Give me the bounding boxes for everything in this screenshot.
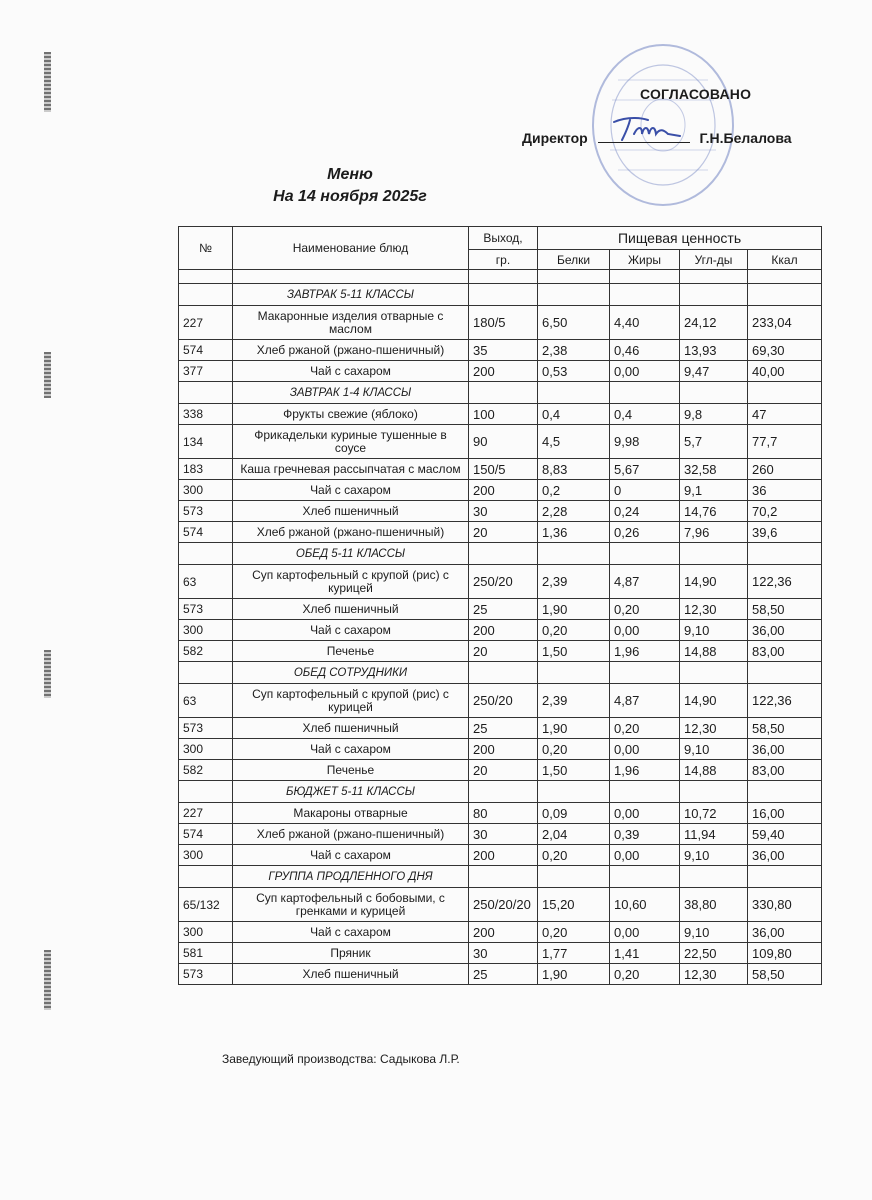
section-title: ЗАВТРАК 5-11 КЛАССЫ: [233, 284, 469, 306]
dish-name: Макароны отварные: [233, 803, 469, 824]
dish-name: Хлеб пшеничный: [233, 964, 469, 985]
dish-fat: 5,67: [610, 459, 680, 480]
dish-name: Печенье: [233, 641, 469, 662]
dish-protein: 1,90: [538, 964, 610, 985]
dish-output: 20: [469, 641, 538, 662]
dish-fat: 0,00: [610, 922, 680, 943]
dish-output: 200: [469, 480, 538, 501]
dish-name: Пряник: [233, 943, 469, 964]
header-kcal: Ккал: [748, 250, 822, 270]
dish-protein: 0,2: [538, 480, 610, 501]
dish-kcal: 83,00: [748, 641, 822, 662]
spacer-cell: [680, 270, 748, 284]
dish-row: [179, 922, 822, 943]
dish-fat: 0,00: [610, 739, 680, 760]
dish-row: [179, 684, 822, 718]
dish-number: 377: [179, 361, 233, 382]
dish-protein: 0,20: [538, 922, 610, 943]
dish-carbs: 24,12: [680, 306, 748, 340]
dish-output: 200: [469, 620, 538, 641]
dish-output: 100: [469, 404, 538, 425]
header-dish-name: Наименование блюд: [233, 227, 469, 270]
empty-cell: [538, 781, 610, 803]
dish-protein: 8,83: [538, 459, 610, 480]
dish-carbs: 9,8: [680, 404, 748, 425]
dish-number: 573: [179, 501, 233, 522]
dish-name: Хлеб ржаной (ржано-пшеничный): [233, 824, 469, 845]
dish-protein: 0,53: [538, 361, 610, 382]
dish-carbs: 9,10: [680, 845, 748, 866]
dish-carbs: 12,30: [680, 718, 748, 739]
dish-output: 30: [469, 824, 538, 845]
dish-protein: 1,36: [538, 522, 610, 543]
dish-name: Суп картофельный с крупой (рис) с курицей: [233, 565, 469, 599]
dish-kcal: 77,7: [748, 425, 822, 459]
empty-cell: [179, 284, 233, 306]
dish-row: [179, 425, 822, 459]
dish-number: 65/132: [179, 888, 233, 922]
dish-row: [179, 361, 822, 382]
empty-cell: [748, 284, 822, 306]
dish-protein: 6,50: [538, 306, 610, 340]
dish-name: Каша гречневая рассыпчатая с маслом: [233, 459, 469, 480]
dish-fat: 0,39: [610, 824, 680, 845]
dish-kcal: 39,6: [748, 522, 822, 543]
dish-name: Хлеб пшеничный: [233, 718, 469, 739]
empty-cell: [469, 382, 538, 404]
dish-kcal: 16,00: [748, 803, 822, 824]
dish-kcal: 70,2: [748, 501, 822, 522]
dish-protein: 0,20: [538, 845, 610, 866]
header-fat: Жиры: [610, 250, 680, 270]
dish-output: 20: [469, 760, 538, 781]
dish-kcal: 69,30: [748, 340, 822, 361]
dish-kcal: 36: [748, 480, 822, 501]
dish-number: 582: [179, 641, 233, 662]
dish-output: 25: [469, 599, 538, 620]
dish-fat: 0,20: [610, 718, 680, 739]
dish-number: 573: [179, 718, 233, 739]
dish-output: 200: [469, 739, 538, 760]
dish-row: [179, 340, 822, 361]
menu-title: Меню: [327, 166, 373, 183]
dish-number: 63: [179, 684, 233, 718]
dish-output: 250/20: [469, 684, 538, 718]
dish-name: Хлеб ржаной (ржано-пшеничный): [233, 340, 469, 361]
dish-name: Чай с сахаром: [233, 620, 469, 641]
dish-carbs: 22,50: [680, 943, 748, 964]
spacer-cell: [748, 270, 822, 284]
empty-cell: [179, 543, 233, 565]
empty-cell: [680, 662, 748, 684]
empty-cell: [610, 543, 680, 565]
empty-cell: [179, 781, 233, 803]
dish-number: 300: [179, 845, 233, 866]
empty-cell: [610, 781, 680, 803]
empty-cell: [538, 866, 610, 888]
empty-cell: [538, 543, 610, 565]
dish-output: 200: [469, 922, 538, 943]
dish-fat: 0,00: [610, 845, 680, 866]
dish-kcal: 83,00: [748, 760, 822, 781]
dish-number: 581: [179, 943, 233, 964]
dish-fat: 0,26: [610, 522, 680, 543]
dish-row: [179, 459, 822, 480]
dish-output: 25: [469, 718, 538, 739]
scan-edge-mark: [44, 52, 51, 112]
empty-cell: [610, 866, 680, 888]
empty-cell: [469, 662, 538, 684]
section-row: [179, 382, 822, 404]
dish-row: [179, 760, 822, 781]
dish-name: Чай с сахаром: [233, 845, 469, 866]
dish-number: 574: [179, 522, 233, 543]
dish-protein: 2,39: [538, 565, 610, 599]
dish-kcal: 58,50: [748, 599, 822, 620]
dish-kcal: 330,80: [748, 888, 822, 922]
section-row: [179, 781, 822, 803]
dish-carbs: 9,10: [680, 922, 748, 943]
empty-cell: [179, 866, 233, 888]
dish-carbs: 14,88: [680, 641, 748, 662]
dish-carbs: 14,76: [680, 501, 748, 522]
dish-carbs: 10,72: [680, 803, 748, 824]
dish-fat: 1,96: [610, 760, 680, 781]
dish-protein: 0,4: [538, 404, 610, 425]
dish-carbs: 7,96: [680, 522, 748, 543]
dish-carbs: 32,58: [680, 459, 748, 480]
dish-number: 582: [179, 760, 233, 781]
dish-kcal: 58,50: [748, 718, 822, 739]
dish-row: [179, 599, 822, 620]
dish-fat: 0,24: [610, 501, 680, 522]
dish-fat: 10,60: [610, 888, 680, 922]
dish-protein: 1,90: [538, 718, 610, 739]
dish-kcal: 122,36: [748, 565, 822, 599]
dish-output: 20: [469, 522, 538, 543]
dish-number: 300: [179, 620, 233, 641]
dish-row: [179, 803, 822, 824]
section-title: ОБЕД СОТРУДНИКИ: [233, 662, 469, 684]
dish-carbs: 12,30: [680, 599, 748, 620]
section-row: [179, 662, 822, 684]
header-output: Выход,: [469, 227, 538, 250]
dish-output: 200: [469, 361, 538, 382]
dish-kcal: 36,00: [748, 845, 822, 866]
dish-kcal: 36,00: [748, 922, 822, 943]
dish-kcal: 47: [748, 404, 822, 425]
dish-number: 300: [179, 739, 233, 760]
dish-carbs: 9,47: [680, 361, 748, 382]
section-row: [179, 284, 822, 306]
dish-fat: 1,96: [610, 641, 680, 662]
dish-number: 300: [179, 922, 233, 943]
dish-carbs: 14,90: [680, 565, 748, 599]
dish-carbs: 38,80: [680, 888, 748, 922]
dish-name: Макаронные изделия отварные с маслом: [233, 306, 469, 340]
dish-fat: 1,41: [610, 943, 680, 964]
dish-protein: 2,28: [538, 501, 610, 522]
dish-name: Чай с сахаром: [233, 739, 469, 760]
dish-number: 574: [179, 824, 233, 845]
dish-row: [179, 824, 822, 845]
dish-output: 80: [469, 803, 538, 824]
empty-cell: [680, 284, 748, 306]
dish-row: [179, 845, 822, 866]
dish-number: 134: [179, 425, 233, 459]
empty-cell: [610, 284, 680, 306]
empty-cell: [748, 662, 822, 684]
dish-output: 35: [469, 340, 538, 361]
section-title: ЗАВТРАК 1-4 КЛАССЫ: [233, 382, 469, 404]
dish-name: Чай с сахаром: [233, 480, 469, 501]
dish-number: 338: [179, 404, 233, 425]
menu-table-body: [179, 284, 822, 985]
approval-title: СОГЛАСОВАНО: [640, 86, 752, 102]
dish-fat: 0,20: [610, 599, 680, 620]
dish-row: [179, 306, 822, 340]
dish-carbs: 13,93: [680, 340, 748, 361]
dish-kcal: 36,00: [748, 620, 822, 641]
dish-row: [179, 565, 822, 599]
dish-row: [179, 888, 822, 922]
empty-cell: [610, 662, 680, 684]
production-manager-note: Заведующий производства: Садыкова Л.Р.: [222, 1052, 460, 1066]
dish-carbs: 9,1: [680, 480, 748, 501]
dish-name: Чай с сахаром: [233, 922, 469, 943]
spacer-cell: [610, 270, 680, 284]
dish-output: 150/5: [469, 459, 538, 480]
header-carbs: Угл-ды: [680, 250, 748, 270]
dish-kcal: 233,04: [748, 306, 822, 340]
dish-output: 90: [469, 425, 538, 459]
dish-fat: 0,46: [610, 340, 680, 361]
dish-fat: 0,00: [610, 361, 680, 382]
dish-name: Фрикадельки куриные тушенные в соусе: [233, 425, 469, 459]
dish-carbs: 14,88: [680, 760, 748, 781]
empty-cell: [748, 781, 822, 803]
dish-fat: 0,00: [610, 620, 680, 641]
dish-protein: 1,50: [538, 760, 610, 781]
header-protein: Белки: [538, 250, 610, 270]
dish-name: Чай с сахаром: [233, 361, 469, 382]
dish-row: [179, 522, 822, 543]
dish-name: Хлеб пшеничный: [233, 599, 469, 620]
dish-protein: 0,09: [538, 803, 610, 824]
dish-number: 574: [179, 340, 233, 361]
dish-output: 25: [469, 964, 538, 985]
dish-kcal: 122,36: [748, 684, 822, 718]
empty-cell: [680, 543, 748, 565]
dish-fat: 0: [610, 480, 680, 501]
empty-cell: [538, 662, 610, 684]
dish-number: 573: [179, 964, 233, 985]
handwritten-signature: [608, 112, 688, 146]
dish-carbs: 11,94: [680, 824, 748, 845]
spacer-cell: [469, 270, 538, 284]
section-title: ОБЕД 5-11 КЛАССЫ: [233, 543, 469, 565]
dish-number: 183: [179, 459, 233, 480]
header-output-unit: гр.: [469, 250, 538, 270]
dish-row: [179, 943, 822, 964]
dish-output: 180/5: [469, 306, 538, 340]
header-number: №: [179, 227, 233, 270]
dish-protein: 2,38: [538, 340, 610, 361]
empty-cell: [748, 382, 822, 404]
scan-edge-mark: [44, 352, 51, 398]
dish-fat: 4,40: [610, 306, 680, 340]
empty-cell: [469, 866, 538, 888]
section-row: [179, 543, 822, 565]
dish-fat: 4,87: [610, 684, 680, 718]
dish-carbs: 9,10: [680, 620, 748, 641]
dish-name: Фрукты свежие (яблоко): [233, 404, 469, 425]
empty-cell: [538, 284, 610, 306]
dish-fat: 0,4: [610, 404, 680, 425]
empty-cell: [469, 284, 538, 306]
dish-row: [179, 964, 822, 985]
dish-row: [179, 480, 822, 501]
dish-carbs: 14,90: [680, 684, 748, 718]
section-row: [179, 866, 822, 888]
menu-table: [178, 226, 822, 985]
dish-kcal: 58,50: [748, 964, 822, 985]
dish-number: 573: [179, 599, 233, 620]
dish-carbs: 5,7: [680, 425, 748, 459]
menu-date: На 14 ноября 2025г: [273, 188, 427, 205]
dish-kcal: 109,80: [748, 943, 822, 964]
dish-kcal: 260: [748, 459, 822, 480]
spacer-cell: [179, 270, 233, 284]
empty-cell: [469, 781, 538, 803]
empty-cell: [610, 382, 680, 404]
dish-name: Печенье: [233, 760, 469, 781]
dish-protein: 0,20: [538, 739, 610, 760]
dish-fat: 0,00: [610, 803, 680, 824]
header-nutrition: Пищевая ценность: [538, 227, 822, 250]
dish-protein: 2,04: [538, 824, 610, 845]
empty-cell: [680, 866, 748, 888]
dish-output: 250/20/20: [469, 888, 538, 922]
empty-cell: [680, 382, 748, 404]
scan-edge-mark: [44, 650, 51, 698]
dish-output: 200: [469, 845, 538, 866]
dish-protein: 4,5: [538, 425, 610, 459]
dish-number: 227: [179, 803, 233, 824]
empty-cell: [680, 781, 748, 803]
dish-number: 300: [179, 480, 233, 501]
dish-protein: 2,39: [538, 684, 610, 718]
dish-name: Суп картофельный с бобовыми, с гренками и курицей: [233, 888, 469, 922]
dish-row: [179, 501, 822, 522]
director-label: Директор: [522, 130, 588, 146]
dish-protein: 15,20: [538, 888, 610, 922]
empty-cell: [179, 382, 233, 404]
empty-cell: [538, 382, 610, 404]
dish-output: 30: [469, 501, 538, 522]
dish-number: 227: [179, 306, 233, 340]
dish-kcal: 59,40: [748, 824, 822, 845]
dish-name: Хлеб пшеничный: [233, 501, 469, 522]
spacer-cell: [233, 270, 469, 284]
empty-cell: [179, 662, 233, 684]
dish-protein: 0,20: [538, 620, 610, 641]
dish-protein: 1,77: [538, 943, 610, 964]
empty-cell: [748, 866, 822, 888]
dish-fat: 9,98: [610, 425, 680, 459]
dish-output: 250/20: [469, 565, 538, 599]
dish-row: [179, 641, 822, 662]
dish-protein: 1,50: [538, 641, 610, 662]
dish-name: Хлеб ржаной (ржано-пшеничный): [233, 522, 469, 543]
dish-name: Суп картофельный с крупой (рис) с курицей: [233, 684, 469, 718]
director-name: Г.Н.Белалова: [699, 130, 792, 146]
dish-row: [179, 739, 822, 760]
dish-protein: 1,90: [538, 599, 610, 620]
dish-kcal: 40,00: [748, 361, 822, 382]
empty-cell: [469, 543, 538, 565]
scan-edge-mark: [44, 950, 51, 1010]
section-title: БЮДЖЕТ 5-11 КЛАССЫ: [233, 781, 469, 803]
dish-carbs: 12,30: [680, 964, 748, 985]
dish-row: [179, 620, 822, 641]
dish-number: 63: [179, 565, 233, 599]
dish-row: [179, 404, 822, 425]
dish-output: 30: [469, 943, 538, 964]
dish-fat: 0,20: [610, 964, 680, 985]
dish-carbs: 9,10: [680, 739, 748, 760]
dish-row: [179, 718, 822, 739]
spacer-cell: [538, 270, 610, 284]
section-title: ГРУППА ПРОДЛЕННОГО ДНЯ: [233, 866, 469, 888]
dish-kcal: 36,00: [748, 739, 822, 760]
dish-fat: 4,87: [610, 565, 680, 599]
empty-cell: [748, 543, 822, 565]
